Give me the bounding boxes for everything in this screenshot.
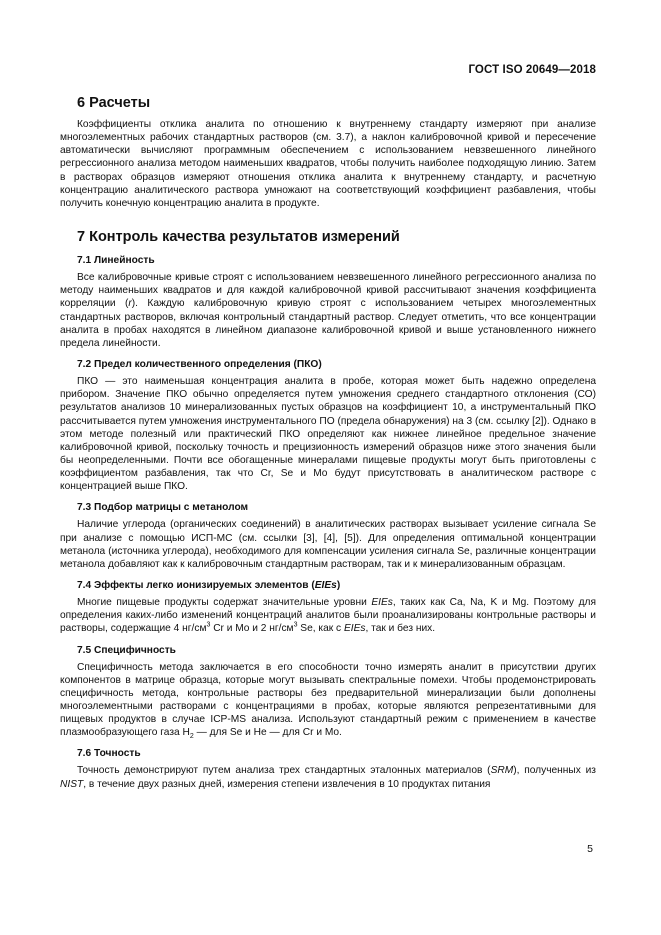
section-7-6-heading: 7.6 Точность: [77, 748, 141, 760]
section-7-3-heading: 7.3 Подбор матрицы с метанолом: [77, 502, 249, 514]
page-content: [60, 94, 596, 799]
section-6-heading: 6 Расчеты: [77, 95, 151, 111]
section-7-2-paragraph: ПКО — это наименьшая концентрация аналита в пробе, которая может быть надежно определена прибором. Значение ПКО обычно определяется путем умножения среднего стандартного отклонения (СО) результатов анализов 10 минерализованных пустых образцов на коэффициент 10, а инструментальный ПКО рассчитывается путем умножения инструментального ПО (предела обнаружения) на 3 (см. ссылку [2]). Однако в этом методе полезный или практический ПКО определяют как нижнее линейное предельное значение калибровочной кривой, поскольку точность и прецизионность измерений образцов ниже этого значения были бы неопределенными. Почти все обогащенные минералами пищевые продукты могут быть приготовлены с коэффициентом разбавления, так что Cr, Se и Mo будут присутствовать в аналитическом растворе с концентрацией выше ПКО.: [60, 376, 596, 493]
section-7-heading: 7 Контроль качества результатов измерений: [77, 229, 400, 246]
correlation-symbol: r: [128, 298, 132, 310]
section-7-5-heading: 7.5 Специфичность: [77, 644, 176, 656]
page-number: 5: [587, 843, 593, 855]
section-6-paragraph: Коэффициенты отклика аналита по отношению к внутреннему стандарту измеряют при анализе многоэлементных рабочих стандартных растворов (см. 3.7), а наклон калибровочной кривой и пересечение автоматически вычисляют программным обеспечением с использованием невзвешенного линейного регрессионного анализа методом наименьших квадратов, чтобы получить наиболее подходящую линию. Затем в растворах образцов измеряют отношения отклика аналита к внутреннему стандарту, и расчетную концентрацию аналитического раствора умножают на соответствующий коэффициент разбавления, чтобы получить конечную концентрацию аналита в продукте.: [60, 119, 596, 209]
standard-header: ГОСТ ISO 20649—2018: [468, 64, 596, 76]
section-7-4-paragraph: Многие пищевые продукты содержат значительные уровни EIEs, таких как Ca, Na, K и Mg. Поэтому для определения каких-либо изменений концентраций аналитов были проанализированы контрольные растворы и растворы, содержащие 4 $нг/см^3$ Cr и Mo и 2 $нг/см^3$ Se, как с EIEs, так и без них.: [60, 597, 596, 635]
section-7-5-paragraph: Специфичность метода заключается в его способности точно измерять аналит в присутствии других компонентов в матрице образца, которые могут вызывать спектральные помехи. Чтобы продемонстрировать специфичность метода, контрольные растворы без предварительной минерализации были дополнены многоэлементными растворами с концентрациями в пробах, которые являются репрезентативными для пищевых продуктов в случае ICP-MS анализа. Используют стандартный режим с применением в качестве плазмообразующего газа $H_2$ — для Se и He — для Cr и Mo.: [60, 661, 596, 741]
section-7-3-paragraph: Наличие углерода (органических соединений) в аналитических растворах вызывает усиление сигнала Se при анализе с помощью ИСП-МС (см. ссылки [3], [4], [5]). Для определения оптимальной концентрации метанола (источника углерода), необходимого для компенсации усиления сигнала Se, различные концентрации метанола добавляют как к калибровочным стандартным растворам, так и к минерализованным образцам.: [60, 519, 596, 570]
section-7-4-heading: 7.4 Эффекты легко ионизируемых элементов (EIEs): [77, 580, 341, 592]
section-7-6-paragraph: Точность демонстрируют путем анализа трех стандартных эталонных материалов (SRM), полученных из NIST, в течение двух разных дней, измерения степени извлечения в 10 продуктах питания: [60, 765, 596, 790]
section-7-1-paragraph: Все калибровочные кривые строят с использованием невзвешенного линейного регрессионного анализа по методу наименьших квадратов и для каждой калибровочной кривой рассчитывают значения коэффициента корреляции (r). Каждую калибровочную кривую строят с использованием четырех многоэлементных стандартных растворов, включая контрольный стандартный раствор. Следует отметить, что все концентрации аналита в пробах находятся в линейном диапазоне калибровочной кривой и выше установленного нижнего предела линейности.: [60, 272, 597, 349]
section-7-1-heading: 7.1 Линейность: [77, 255, 155, 267]
section-7-2-heading: 7.2 Предел количественного определения (ПКО): [77, 359, 322, 371]
